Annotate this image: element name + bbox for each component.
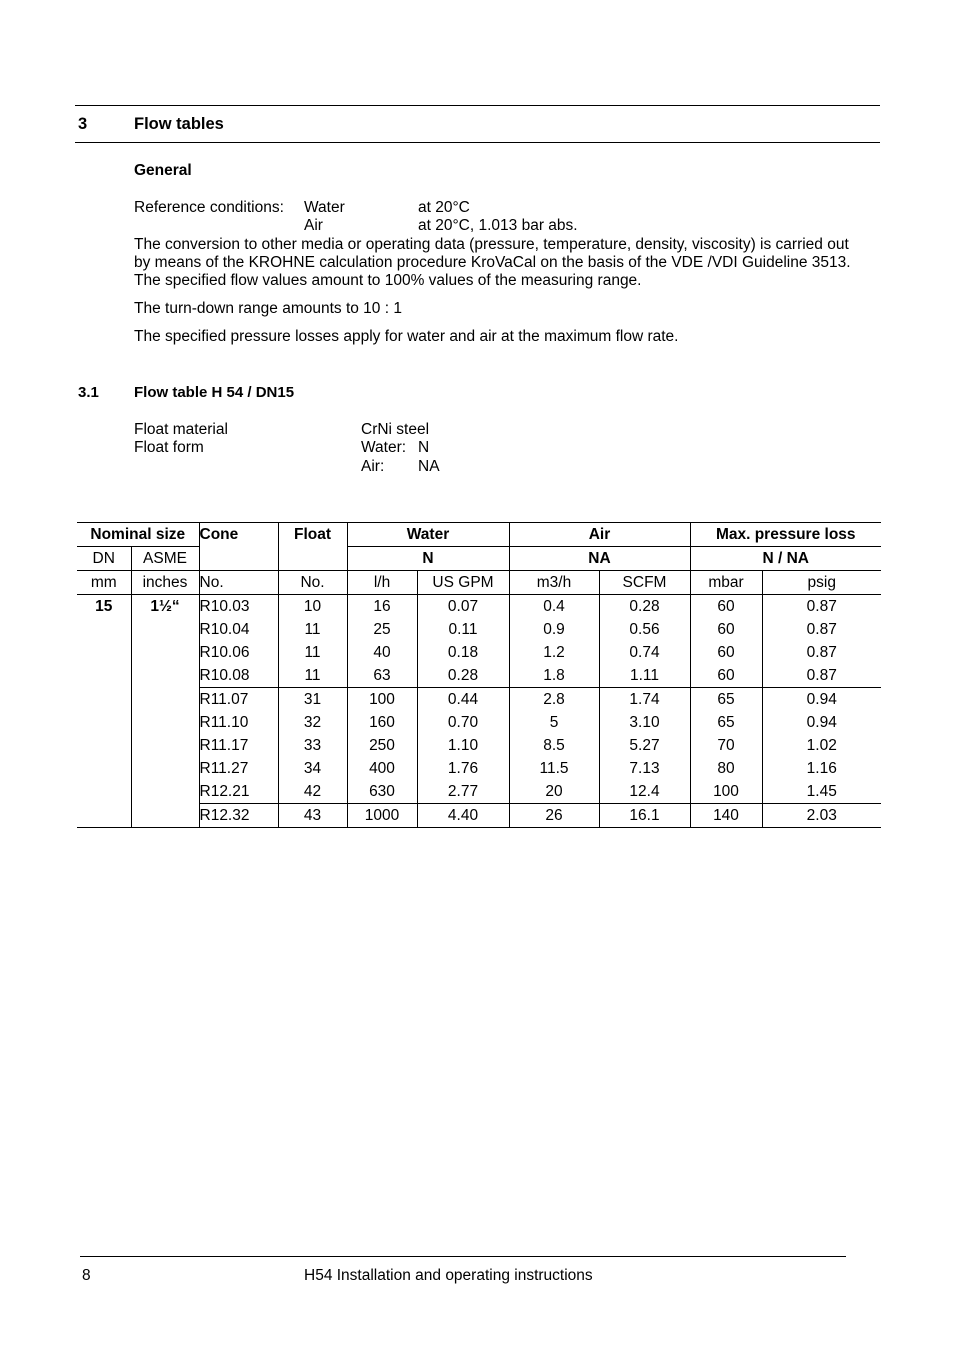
conversion-text-line-2: by means of the KROHNE calculation procedure KroVaCal on the basis of the VDE /VDI Guideline 3513. [134, 254, 851, 271]
unit-lh: l/h [347, 571, 417, 595]
cell-air-scfm: 3.10 [599, 711, 690, 734]
cell-cone-no: R11.07 [199, 688, 278, 712]
cell-water-usgpm: 1.10 [417, 734, 509, 757]
flow-table [77, 522, 881, 828]
cell-loss-psig: 0.94 [762, 711, 881, 734]
cell-float-no: 11 [278, 664, 347, 688]
unit-mm: mm [77, 571, 131, 595]
cell-air-scfm: 0.56 [599, 618, 690, 641]
footer-doc-title: H54 Installation and operating instructions [304, 1267, 593, 1284]
water-label: Water [304, 199, 345, 216]
cell-loss-psig: 0.87 [762, 641, 881, 664]
cell-water-lh: 100 [347, 688, 417, 712]
cell-loss-psig: 1.16 [762, 757, 881, 780]
cell-cone-no: R10.08 [199, 664, 278, 688]
header-row-1 [77, 523, 881, 547]
cell-air-scfm: 0.74 [599, 641, 690, 664]
header-row-2 [77, 547, 881, 571]
cell-air-scfm: 7.13 [599, 757, 690, 780]
unit-cone-no: No. [199, 571, 278, 595]
cell-float-no: 32 [278, 711, 347, 734]
cell-asme: 1½“ [131, 595, 199, 828]
header-water-float-form: N [347, 547, 509, 571]
cell-loss-mbar: 65 [690, 688, 762, 712]
cell-air-m3h: 26 [509, 804, 599, 828]
section-rule-top [75, 105, 880, 106]
cell-float-no: 31 [278, 688, 347, 712]
cell-water-usgpm: 0.70 [417, 711, 509, 734]
unit-psig: psig [762, 571, 881, 595]
cell-air-m3h: 1.2 [509, 641, 599, 664]
float-form-water-label: Water: [361, 439, 407, 456]
header-cone-blank [199, 547, 278, 571]
cell-cone-no: R12.32 [199, 804, 278, 828]
unit-us-gpm: US GPM [417, 571, 509, 595]
cell-cone-no: R12.21 [199, 780, 278, 804]
cell-cone-no: R11.27 [199, 757, 278, 780]
cell-cone-no: R10.04 [199, 618, 278, 641]
cell-loss-mbar: 70 [690, 734, 762, 757]
cell-air-m3h: 8.5 [509, 734, 599, 757]
cell-loss-mbar: 80 [690, 757, 762, 780]
section-number: 3 [78, 115, 88, 133]
air-label: Air [304, 217, 323, 234]
cell-water-usgpm: 0.28 [417, 664, 509, 688]
cell-loss-psig: 0.87 [762, 618, 881, 641]
header-dn: DN [77, 547, 131, 571]
cell-water-lh: 40 [347, 641, 417, 664]
cell-cone-no: R10.03 [199, 595, 278, 619]
cell-water-usgpm: 4.40 [417, 804, 509, 828]
header-water: Water [347, 523, 509, 547]
cell-loss-mbar: 60 [690, 595, 762, 619]
cell-water-lh: 160 [347, 711, 417, 734]
subsection-number: 3.1 [78, 384, 99, 401]
conversion-text-line-3: The specified flow values amount to 100% values of the measuring range. [134, 272, 642, 289]
cell-air-m3h: 5 [509, 711, 599, 734]
float-form-air-label: Air: [361, 458, 385, 475]
float-material-label: Float material [134, 421, 228, 438]
units-row [77, 571, 881, 595]
pressure-losses-text: The specified pressure losses apply for water and air at the maximum flow rate. [134, 328, 679, 345]
cell-float-no: 33 [278, 734, 347, 757]
header-max-pressure-loss: Max. pressure loss [690, 523, 881, 547]
cell-cone-no: R10.06 [199, 641, 278, 664]
footer-rule [80, 1256, 846, 1257]
cell-loss-psig: 0.87 [762, 664, 881, 688]
header-air-float-form: NA [509, 547, 690, 571]
cell-cone-no: R11.10 [199, 711, 278, 734]
table-row [77, 595, 881, 619]
cell-air-scfm: 12.4 [599, 780, 690, 804]
cell-float-no: 11 [278, 641, 347, 664]
cell-water-lh: 1000 [347, 804, 417, 828]
cell-float-no: 34 [278, 757, 347, 780]
cell-water-lh: 16 [347, 595, 417, 619]
float-form-air-value: NA [418, 458, 440, 475]
cell-air-scfm: 16.1 [599, 804, 690, 828]
header-nominal-size: Nominal size [77, 523, 199, 547]
cell-float-no: 43 [278, 804, 347, 828]
cell-cone-no: R11.17 [199, 734, 278, 757]
cell-air-scfm: 5.27 [599, 734, 690, 757]
cell-water-usgpm: 0.44 [417, 688, 509, 712]
cell-water-usgpm: 1.76 [417, 757, 509, 780]
cell-water-usgpm: 2.77 [417, 780, 509, 804]
cell-water-usgpm: 0.11 [417, 618, 509, 641]
cell-loss-mbar: 65 [690, 711, 762, 734]
cell-float-no: 10 [278, 595, 347, 619]
cell-water-lh: 630 [347, 780, 417, 804]
section-title: Flow tables [134, 115, 224, 133]
unit-mbar: mbar [690, 571, 762, 595]
float-form-water-value: N [418, 439, 430, 456]
cell-water-lh: 63 [347, 664, 417, 688]
cell-loss-psig: 0.94 [762, 688, 881, 712]
cell-loss-mbar: 60 [690, 664, 762, 688]
header-air: Air [509, 523, 690, 547]
cell-loss-psig: 2.03 [762, 804, 881, 828]
cell-air-scfm: 1.74 [599, 688, 690, 712]
float-form-label: Float form [134, 439, 204, 456]
water-value: at 20°C [418, 199, 470, 216]
cell-loss-mbar: 60 [690, 618, 762, 641]
cell-water-lh: 25 [347, 618, 417, 641]
cell-loss-mbar: 100 [690, 780, 762, 804]
unit-float-no: No. [278, 571, 347, 595]
cell-loss-mbar: 140 [690, 804, 762, 828]
header-cone: Cone [199, 523, 278, 547]
flow-table-body [77, 595, 881, 828]
cell-air-m3h: 1.8 [509, 664, 599, 688]
cell-air-scfm: 1.11 [599, 664, 690, 688]
turndown-text: The turn-down range amounts to 10 : 1 [134, 300, 402, 317]
cell-loss-psig: 1.45 [762, 780, 881, 804]
cell-water-usgpm: 0.18 [417, 641, 509, 664]
air-value: at 20°C, 1.013 bar abs. [418, 217, 578, 234]
conversion-text-line-1: The conversion to other media or operating data (pressure, temperature, density, viscosity) is carried out [134, 236, 849, 253]
footer-page-number: 8 [82, 1267, 91, 1284]
float-material-value: CrNi steel [361, 421, 430, 438]
cell-water-lh: 400 [347, 757, 417, 780]
cell-float-no: 11 [278, 618, 347, 641]
cell-loss-mbar: 60 [690, 641, 762, 664]
header-float-blank [278, 547, 347, 571]
cell-air-m3h: 0.4 [509, 595, 599, 619]
unit-m3h: m3/h [509, 571, 599, 595]
cell-water-lh: 250 [347, 734, 417, 757]
header-float: Float [278, 523, 347, 547]
general-heading: General [134, 162, 192, 179]
header-asme: ASME [131, 547, 199, 571]
unit-scfm: SCFM [599, 571, 690, 595]
cell-water-usgpm: 0.07 [417, 595, 509, 619]
header-loss-float-form: N / NA [690, 547, 881, 571]
cell-dn: 15 [77, 595, 131, 828]
cell-loss-psig: 1.02 [762, 734, 881, 757]
section-rule-bottom [75, 142, 880, 143]
cell-float-no: 42 [278, 780, 347, 804]
reference-conditions-label: Reference conditions: [134, 199, 284, 216]
cell-air-m3h: 0.9 [509, 618, 599, 641]
unit-inches: inches [131, 571, 199, 595]
cell-air-m3h: 2.8 [509, 688, 599, 712]
cell-air-m3h: 20 [509, 780, 599, 804]
cell-air-m3h: 11.5 [509, 757, 599, 780]
cell-loss-psig: 0.87 [762, 595, 881, 619]
cell-air-scfm: 0.28 [599, 595, 690, 619]
subsection-title: Flow table H 54 / DN15 [134, 384, 295, 401]
